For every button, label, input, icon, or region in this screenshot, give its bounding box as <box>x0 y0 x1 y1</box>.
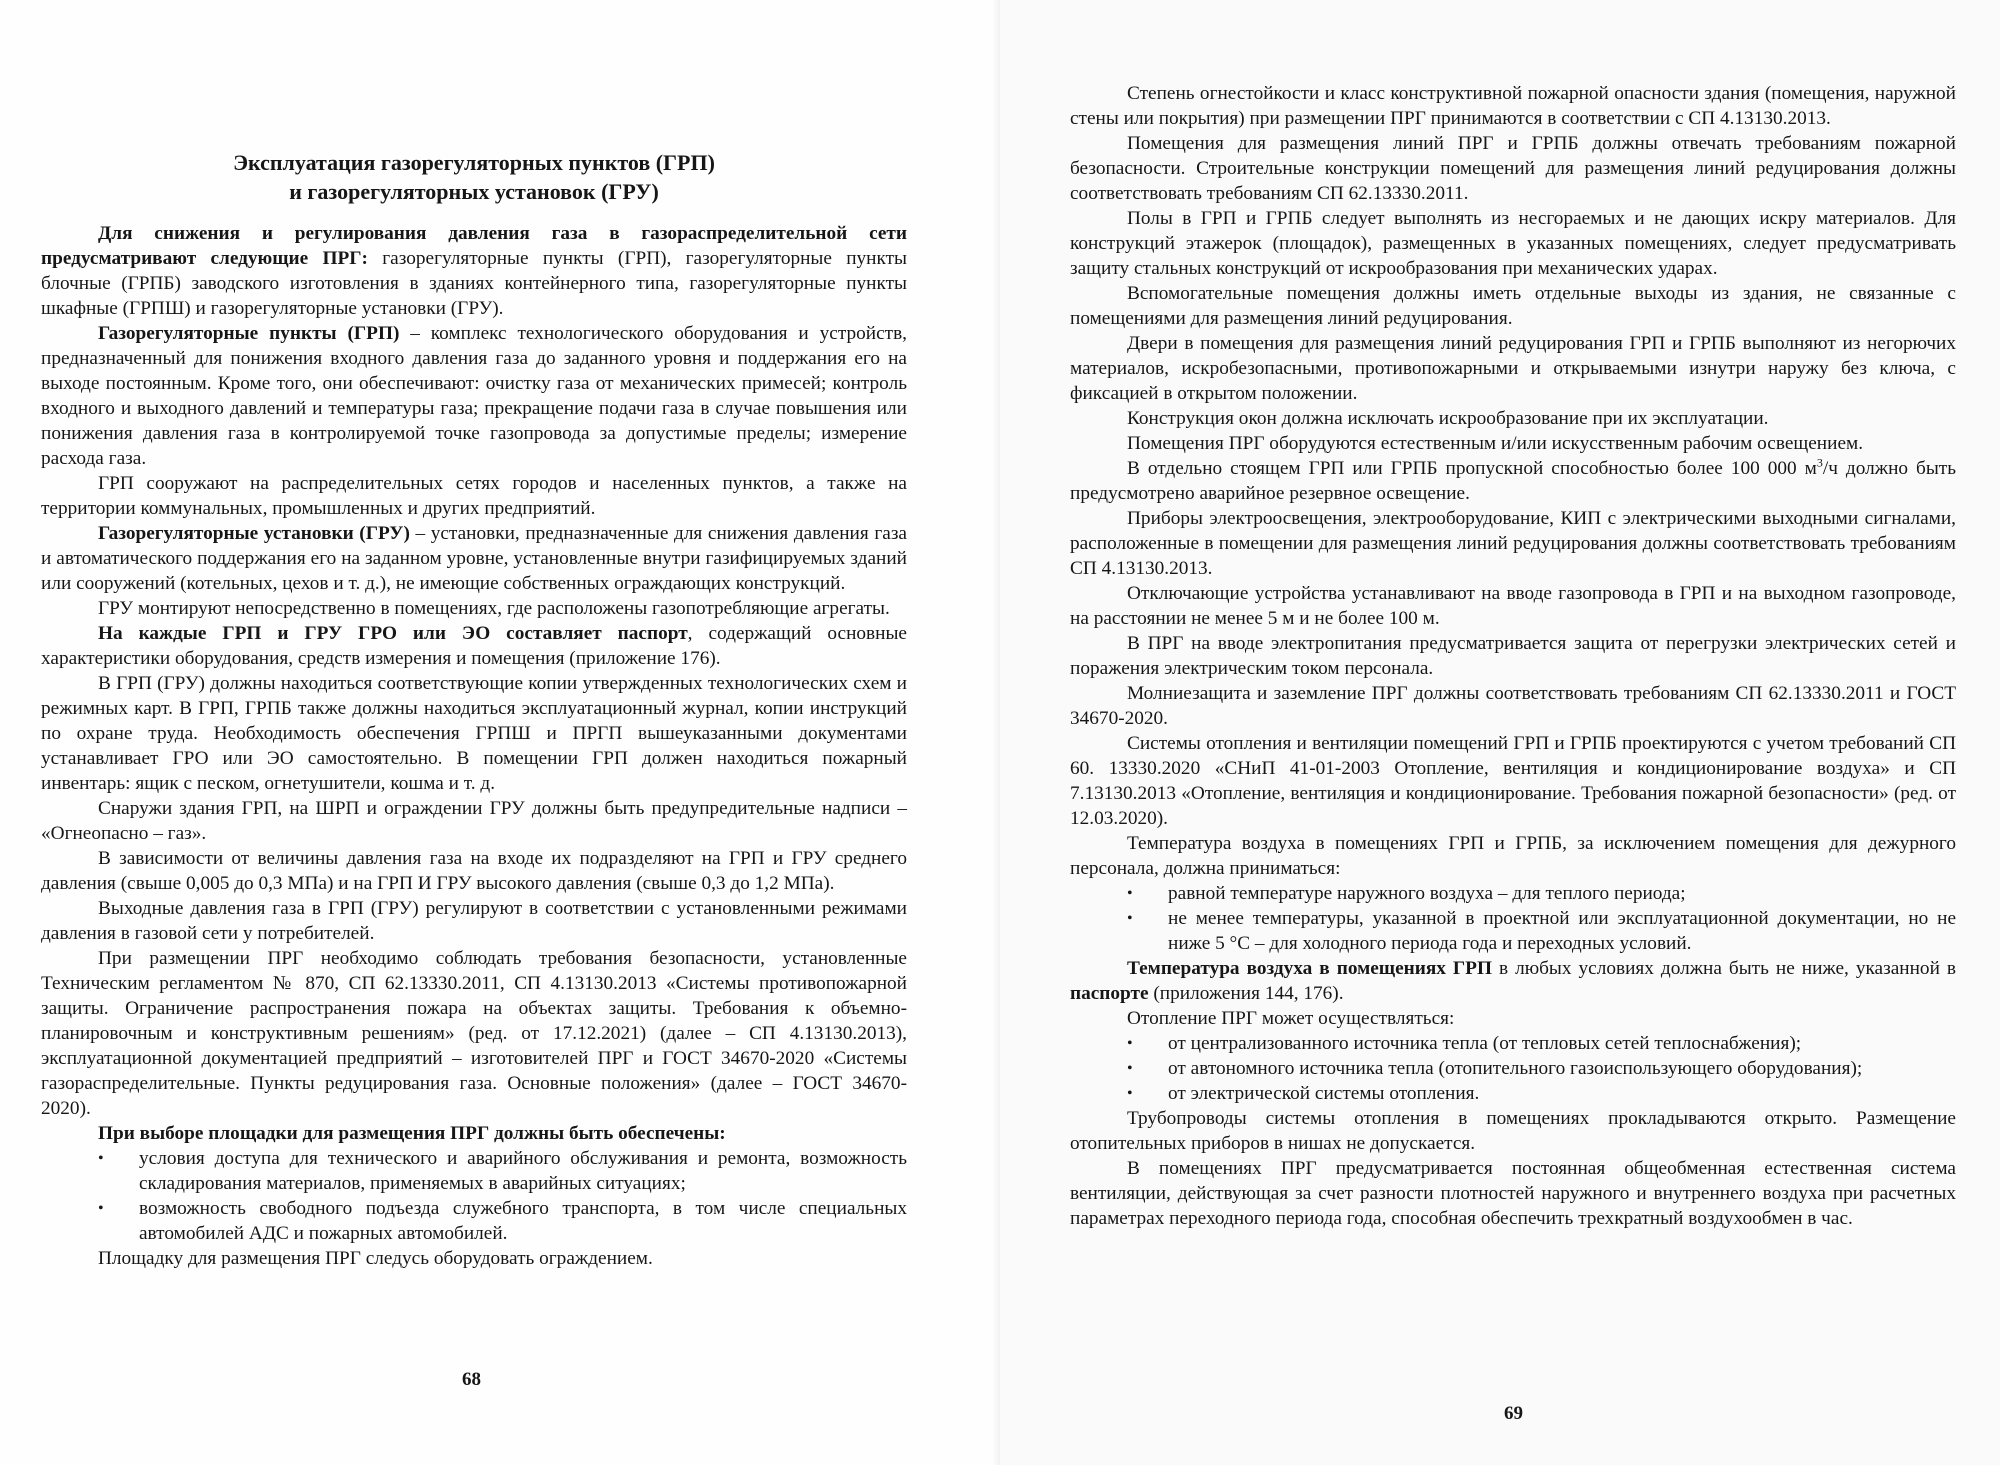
paragraph: Трубопроводы системы отопления в помещениях прокладываются открыто. Размещение отопительных приборов в нишах не допускается. <box>1070 1108 1956 1154</box>
paragraph: Снаружи здания ГРП, на ШРП и ограждении ГРУ должны быть предупредительные надписи – «Огнеопасно – газ». <box>41 798 907 844</box>
paragraph: В отдельно стоящем ГРП или ГРПБ пропускной способностью более 100 000 $м^3/ч$ должно быть предусмотрено аварийное резервное освещение. <box>1070 455 1957 504</box>
paragraph: ГРУ монтируют непосредственно в помещениях, где расположены газопотребляющие агрегаты. <box>98 598 890 619</box>
title-line-2: и газорегуляторных установок (ГРУ) <box>289 179 659 204</box>
paragraph: Температура воздуха в помещениях ГРП в любых условиях должна быть не ниже, указанной в паспорте (приложения 144, 176). <box>1070 958 1956 1004</box>
paragraph: При размещении ПРГ необходимо соблюдать требования безопасности, установленные Техническим регламентом № 870, СП 62.13330.2011, СП 4.13130.2013 «Системы противопожарной защиты. Ограничение распространения пожара на объектах защиты. Требования к объемно-планировочным и конструктивным решениям» (ред. от 17.12.2021) (далее – СП 4.13130.2013), эксплуатационной документацией предприятий – изготовителей ПРГ и ГОСТ 34670-2020 «Системы газораспределительные. Пункты редуцирования газа. Основные положения» (далее – ГОСТ 34670-2020). <box>41 948 907 1119</box>
paragraph: Полы в ГРП и ГРПБ следует выполнять из несгораемых и не дающих искру материалов. Для конструкций этажерок (площадок), размещенных в указанных помещениях, следует предусматривать защиту стальных конструкций от искрообразования при механических ударах. <box>1070 208 1956 279</box>
paragraph: Газорегуляторные пункты (ГРП) – комплекс технологического оборудования и устройств, предназначенный для понижения входного давления газа до заданного уровня и поддержания его на выходе постоянным. Кроме того, они обеспечивают: очистку газа от механических примесей; контроль входного и выходного давлений и температуры газа; прекращение подачи газа в случае повышения или понижения давления газа в контролируемой точке газопровода за допустимые пределы; измерение расхода газа. <box>41 323 907 469</box>
bullet-icon: • <box>1127 1085 1133 1102</box>
left-text-block <box>41 221 907 1271</box>
right-text-block <box>1070 81 1956 1231</box>
paragraph: Выходные давления газа в ГРП (ГРУ) регулируют в соответствии с установленными режимами давления в газовой сети у потребителей. <box>41 898 907 944</box>
list-item: • не менее температуры, указанной в проектной или эксплуатационной документации, но не ниже 5 °C – для холодного периода года и переходных условий. <box>1127 908 1956 954</box>
paragraph: Для снижения и регулирования давления газа в газораспределительной сети предусматривают следующие ПРГ: газорегуляторные пункты (ГРП), газорегуляторные пункты блочные (ГРПБ) заводского изготовления в зданиях контейнерного типа, газорегуляторные пункты шкафные (ГРПШ) и газорегуляторные установки (ГРУ). <box>41 223 907 319</box>
bullet-list <box>1070 881 1956 956</box>
paragraph: Помещения ПРГ оборудуются естественным и/или искусственным рабочим освещением. <box>1127 433 1864 454</box>
page-number: 69 <box>1504 1403 1523 1424</box>
list-item: • от электрической системы отопления. <box>1127 1083 1480 1104</box>
paragraph: В зависимости от величины давления газа на входе их подразделяют на ГРП и ГРУ среднего давления (свыше 0,005 до 0,3 МПа) и на ГРП И ГРУ высокого давления (свыше 0,3 до 1,2 МПа). <box>41 848 907 894</box>
paragraph: На каждые ГРП и ГРУ ГРО или ЭО составляет паспорт, содержащий основные характеристики оборудования, средств измерения и помещения (приложение 176). <box>41 623 907 669</box>
paragraph: Газорегуляторные установки (ГРУ) – установки, предназначенные для снижения давления газа и автоматического поддержания его на заданном уровне, установленные внутри газифицируемых зданий или сооружений (котельных, цехов и т. д.), не имеющие собственных ограждающих конструкций. <box>41 523 907 594</box>
list-item: • возможность свободного подъезда служебного транспорта, в том числе специальных автомобилей АДС и пожарных автомобилей. <box>98 1198 907 1244</box>
list-item: • условия доступа для технического и аварийного обслуживания и ремонта, возможность складирования материалов, применяемых в аварийных ситуациях; <box>98 1148 907 1194</box>
paragraph: В ГРП (ГРУ) должны находиться соответствующие копии утвержденных технологических схем и режимных карт. В ГРП, ГРПБ также должны находиться эксплуатационный журнал, копии инструкций по охране труда. Необходимость обеспечения ГРПШ и ПРГП вышеуказанными документами устанавливает ГРО или ЭО самостоятельно. В помещении ГРП должен находиться пожарный инвентарь: ящик с песком, огнетушители, кошма и т. д. <box>41 673 907 794</box>
bullet-list <box>1070 1031 1956 1106</box>
paragraph: ГРП сооружают на распределительных сетях городов и населенных пунктов, а также на территории коммунальных, промышленных и других предприятий. <box>41 473 907 519</box>
paragraph: Системы отопления и вентиляции помещений ГРП и ГРПБ проектируются с учетом требований СП 60. 13330.2020 «СНиП 41-01-2003 Отопление, вентиляция и кондиционирование воздуха» и СП 7.13130.2013 «Отопление, вентиляция и кондиционирование. Требования пожарной безопасности» (ред. от 12.03.2020). <box>1070 733 1956 829</box>
paragraph: В помещениях ПРГ предусматривается постоянная общеобменная естественная система вентиляции, действующая за счет разности плотностей наружного и внутреннего воздуха при расчетных параметрах переходного периода года, способная обеспечить трехкратный воздухообмен в час. <box>1070 1158 1956 1229</box>
paragraph: Отключающие устройства устанавливают на вводе газопровода в ГРП и на выходном газопроводе, на расстоянии не менее 5 м и не более 100 м. <box>1070 583 1956 629</box>
paragraph: Температура воздуха в помещениях ГРП и ГРПБ, за исключением помещения для дежурного персонала, должна приниматься: <box>1070 833 1956 879</box>
list-item: • равной температуре наружного воздуха – для теплого периода; <box>1127 883 1686 904</box>
paragraph: Отопление ПРГ может осуществляться: <box>1127 1008 1455 1029</box>
paragraph: Степень огнестойкости и класс конструктивной пожарной опасности здания (помещения, наружной стены или покрытия) при размещении ПРГ принимаются в соответствии с СП 4.13130.2013. <box>1070 83 1956 129</box>
title-line-1: Эксплуатация газорегуляторных пунктов (ГРП) <box>233 150 715 175</box>
paragraph: Вспомогательные помещения должны иметь отдельные выходы из здания, не связанные с помещениями для размещения линий редуцирования. <box>1070 283 1956 329</box>
page-number: 68 <box>462 1369 481 1390</box>
bullet-icon: • <box>1127 885 1133 902</box>
bullet-icon: • <box>1127 1060 1133 1077</box>
bullet-icon: • <box>98 1150 104 1167</box>
page-title <box>41 148 907 206</box>
bullet-icon: • <box>98 1200 104 1217</box>
paragraph: Конструкция окон должна исключать искрообразование при их эксплуатации. <box>1127 408 1769 429</box>
list-item: • от централизованного источника тепла (от тепловых сетей теплоснабжения); <box>1127 1033 1802 1054</box>
paragraph: Площадку для размещения ПРГ следусь оборудовать ограждением. <box>98 1248 653 1269</box>
paragraph: Молниезащита и заземление ПРГ должны соответствовать требованиям СП 62.13330.2011 и ГОСТ 34670-2020. <box>1070 683 1956 729</box>
bullet-icon: • <box>1127 1035 1133 1052</box>
paragraph: В ПРГ на вводе электропитания предусматривается защита от перегрузки электрических сетей и поражения электрическим током персонала. <box>1070 633 1956 679</box>
bullet-icon: • <box>1127 910 1133 927</box>
paragraph: Помещения для размещения линий ПРГ и ГРПБ должны отвечать требованиям пожарной безопасности. Строительные конструкции помещений для размещения линий редуцирования должны соответствовать требованиям СП 62.13330.2011. <box>1070 133 1956 204</box>
list-item: • от автономного источника тепла (отопительного газоиспользующего оборудования); <box>1127 1058 1863 1079</box>
paragraph: При выборе площадки для размещения ПРГ должны быть обеспечены: <box>98 1123 726 1144</box>
paragraph: Приборы электроосвещения, электрооборудование, КИП с электрическими выходными сигналами, расположенные в помещении для размещения линий редуцирования должны соответствовать требованиям СП 4.13130.2013. <box>1070 508 1956 579</box>
bullet-list <box>41 1146 907 1246</box>
paragraph: Двери в помещения для размещения линий редуцирования ГРП и ГРПБ выполняют из негорючих материалов, искробезопасными, противопожарными и открываемыми изнутри наружу без ключа, с фиксацией в открытом положении. <box>1070 333 1956 404</box>
